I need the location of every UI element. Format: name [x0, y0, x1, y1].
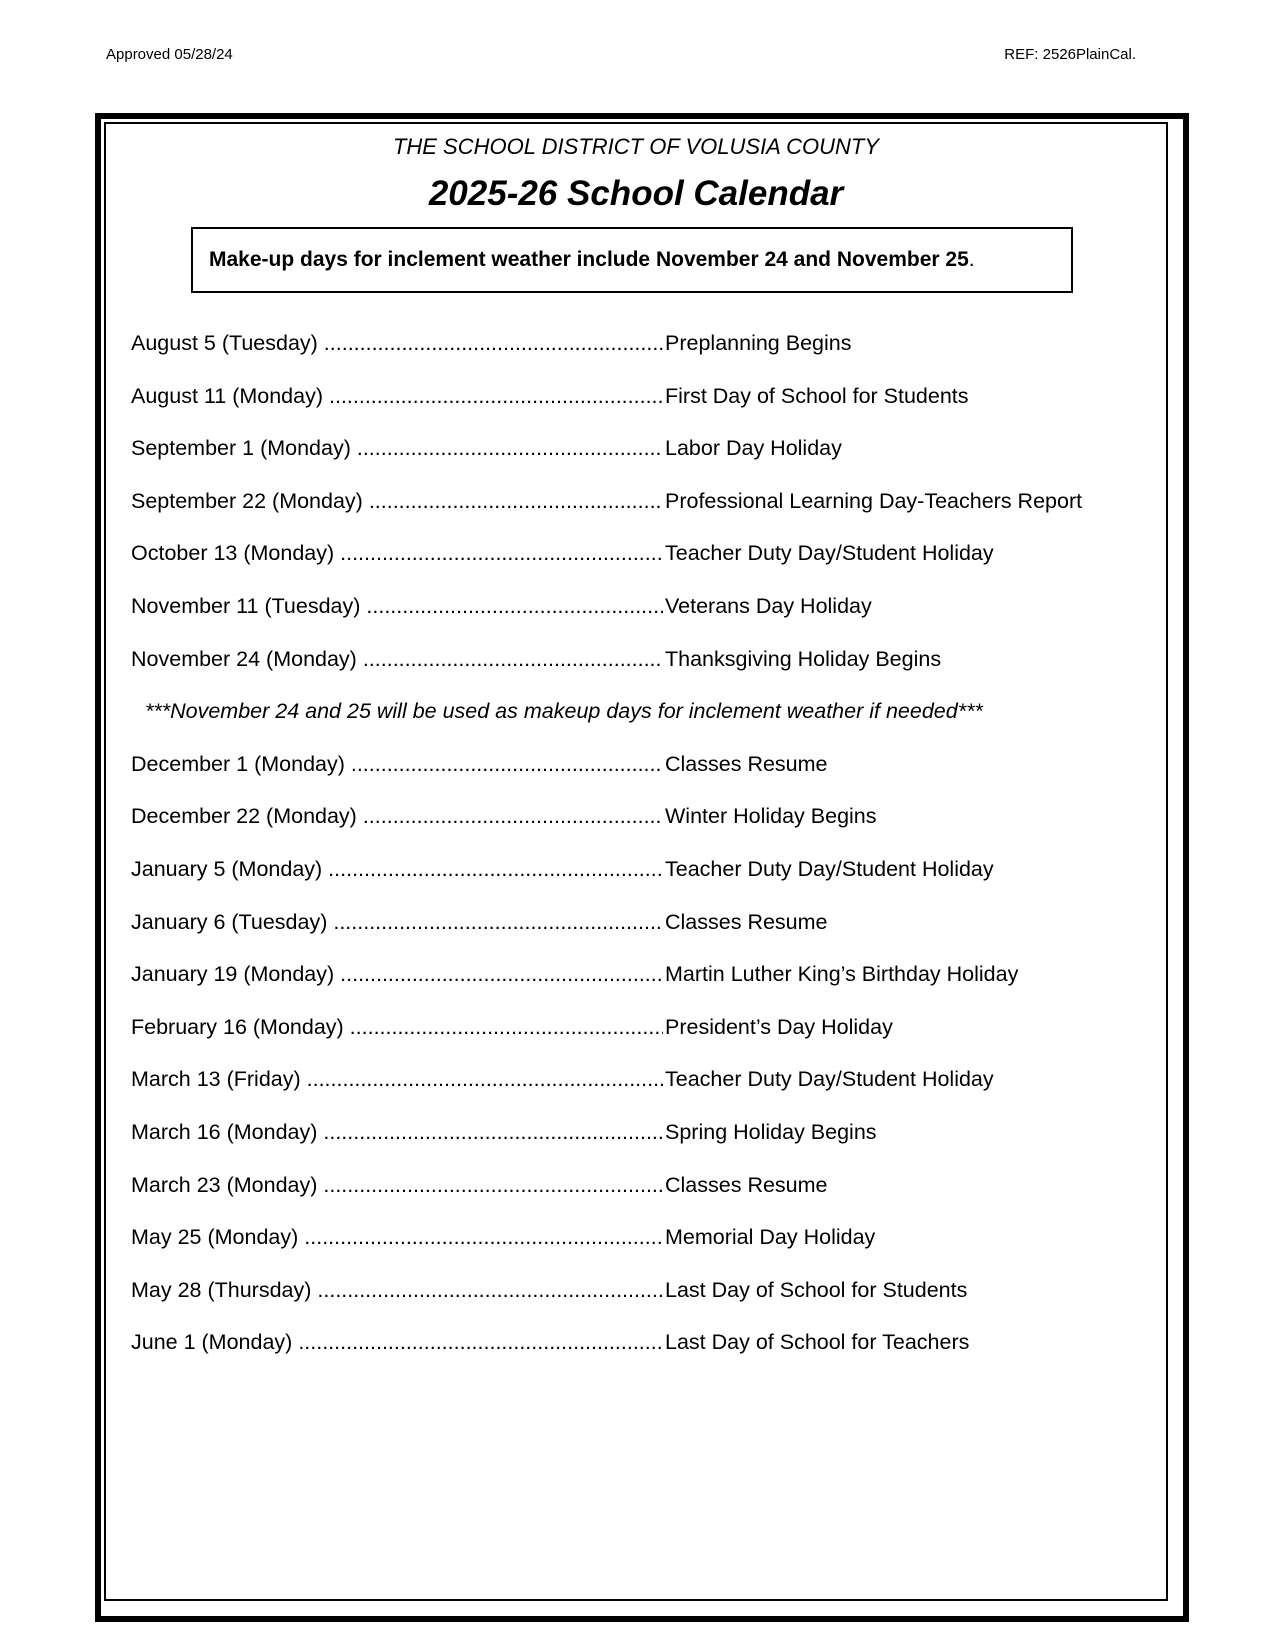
event-row — [131, 436, 1161, 489]
event-date: October 13 (Monday) ..... — [131, 541, 663, 566]
event-name: Veterans Day Holiday — [665, 593, 872, 618]
event-date: May 25 (Monday) ..... — [131, 1225, 663, 1250]
event-name: Classes Resume — [665, 1172, 828, 1197]
event-name: Thanksgiving Holiday Begins — [665, 646, 942, 671]
event-row — [131, 1173, 1161, 1226]
event-row — [131, 489, 1161, 542]
event-date: March 23 (Monday) ..... — [131, 1173, 663, 1198]
event-row — [131, 594, 1161, 647]
event-date: September 1 (Monday) ..... — [131, 436, 663, 461]
event-date: September 22 (Monday) ..... — [131, 489, 663, 514]
event-name: Labor Day Holiday — [665, 436, 842, 461]
event-row — [131, 384, 1161, 437]
event-name: Professional Learning Day-Teachers Report — [665, 488, 1083, 513]
event-row — [131, 1067, 1161, 1120]
event-date: February 16 (Monday) ..... — [131, 1015, 663, 1040]
event-date: December 1 (Monday) ..... — [131, 752, 663, 777]
event-name: Last Day of School for Students — [665, 1277, 968, 1302]
event-date: March 13 (Friday) ..... — [131, 1067, 663, 1092]
event-row — [131, 541, 1161, 594]
event-date: January 6 (Tuesday) ..... — [131, 910, 663, 935]
event-name: Teacher Duty Day/Student Holiday — [665, 1067, 994, 1092]
makeup-notice-text: Make-up days for inclement weather include November 24 and November 25 — [209, 248, 969, 271]
event-row — [131, 647, 1161, 700]
event-row — [131, 804, 1161, 857]
approved-date: Approved 05/28/24 — [106, 46, 233, 63]
makeup-days-note: ***November 24 and 25 will be used as makeup days for inclement weather if needed*** — [145, 699, 983, 724]
event-row — [131, 910, 1161, 963]
makeup-notice-box — [191, 227, 1073, 293]
event-date: December 22 (Monday) ..... — [131, 804, 663, 829]
event-date: November 24 (Monday) ..... — [131, 647, 663, 672]
event-name: Teacher Duty Day/Student Holiday — [665, 541, 994, 566]
event-date: May 28 (Thursday) ..... — [131, 1278, 663, 1303]
event-name: First Day of School for Students — [665, 383, 969, 408]
event-row — [131, 1225, 1161, 1278]
event-date: January 5 (Monday) ..... — [131, 857, 663, 882]
event-row — [131, 1330, 1161, 1383]
event-row — [131, 752, 1161, 805]
event-name: Classes Resume — [665, 751, 828, 776]
reference-code: REF: 2526PlainCal. — [1004, 46, 1136, 63]
event-date: March 16 (Monday) ..... — [131, 1120, 663, 1145]
event-name: Martin Luther King’s Birthday Holiday — [665, 962, 1019, 987]
event-name: Preplanning Begins — [665, 331, 852, 355]
event-row — [131, 331, 1161, 384]
event-date: November 11 (Tuesday) ..... — [131, 594, 663, 619]
calendar-title: 2025-26 School Calendar — [428, 174, 844, 213]
event-row — [131, 1015, 1161, 1068]
event-date: June 1 (Monday) ..... — [131, 1330, 663, 1355]
event-row — [131, 857, 1161, 910]
event-name: Teacher Duty Day/Student Holiday — [665, 856, 994, 881]
event-date: August 5 (Tuesday) ..... — [131, 331, 663, 356]
event-name: President’s Day Holiday — [665, 1014, 893, 1039]
event-row — [131, 1278, 1161, 1331]
event-name: Last Day of School for Teachers — [665, 1330, 970, 1355]
district-title: THE SCHOOL DISTRICT OF VOLUSIA COUNTY — [392, 134, 880, 159]
event-name: Classes Resume — [665, 909, 828, 934]
event-date: January 19 (Monday) ..... — [131, 962, 663, 987]
event-date: August 11 (Monday) ..... — [131, 384, 663, 409]
event-row — [131, 1120, 1161, 1173]
event-row — [131, 962, 1161, 1015]
makeup-notice-period: . — [968, 248, 975, 271]
event-name: Winter Holiday Begins — [665, 804, 877, 829]
event-list — [131, 331, 1161, 1383]
event-name: Spring Holiday Begins — [665, 1119, 877, 1144]
event-name: Memorial Day Holiday — [665, 1225, 876, 1250]
